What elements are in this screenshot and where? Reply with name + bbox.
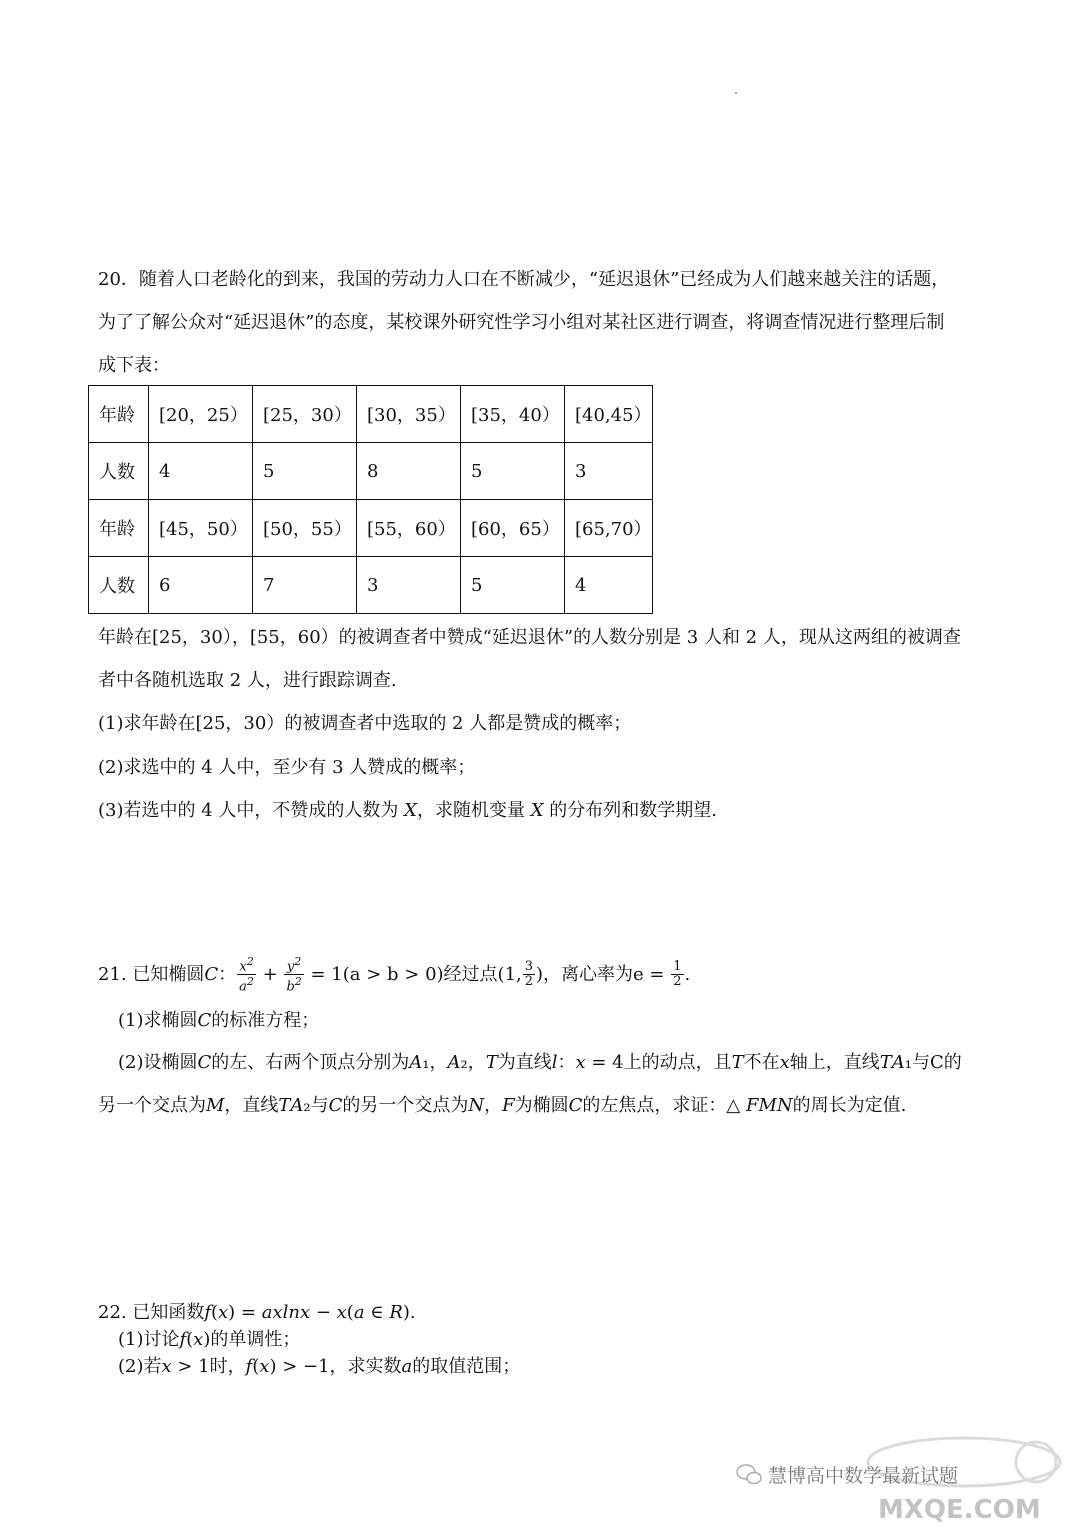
table-cell: [20，25） [149,386,253,443]
q21-part-2-line-1: (2)设椭圆𝐶的左、右两个顶点分别为𝐴₁，𝐴₂，𝑇为直线𝑙：𝑥 = 4上的动点，且𝑇不在𝑥轴上，直线𝑇𝐴₁与C的 [118,1052,962,1073]
text-span: ，求随机变量 [416,800,531,821]
variable-x: X [530,800,544,821]
q20-line-1: 20．随着人口老龄化的到来，我国的劳动力人口在不断减少，“延迟退休”已经成为人们越来越关注的话题， [98,269,950,290]
numerator: 1 [673,959,682,975]
fraction-1-2 [671,960,683,989]
speck [735,92,737,94]
text-span: ： [218,963,237,985]
q20-part-3 [98,798,717,824]
table-cell: 人数 [89,443,149,500]
table-cell: [65,70） [565,500,653,557]
watermark-site: MXQE.COM [878,1495,1041,1524]
denominator: b [286,979,295,995]
text-span: 21. 已知椭圆 [98,963,205,985]
denominator: a [239,979,247,995]
wechat-icon [737,1465,761,1484]
table-cell: 年龄 [89,386,149,443]
table-cell: [60，65） [461,500,565,557]
fraction-x2-a2: $\frac{x^2}{a^2}$ [239,955,254,995]
text-span: = 1(a > b > 0)经过点(1, [304,963,522,985]
table-cell: 5 [461,557,565,614]
table-cell: [35，40） [461,386,565,443]
table-cell: 7 [253,557,357,614]
variable-c: C [197,1010,212,1031]
table-row [89,500,653,557]
q21-part-2-line-2: 另一个交点为𝑀，直线𝑇𝐴₂与𝐶的另一个交点为𝑁，𝐹为椭圆𝐶的左焦点，求证：△ 𝐹𝑀𝑁的周长为定值. [98,1095,907,1116]
q22-part-1: (1)讨论𝑓(𝑥)的单调性； [118,1329,301,1350]
text-span: (3)若选中的 4 人中，不赞成的人数为 [98,800,405,821]
q20-part-1: (1)求年龄在[25，30）的被调查者中选取的 2 人都是赞成的概率； [98,713,632,734]
table-cell: 8 [357,443,461,500]
table-cell: 3 [565,443,653,500]
variable-x: X [404,800,417,821]
table-cell: 4 [149,443,253,500]
table-cell: 人数 [89,557,149,614]
watermark-account: 慧博高中数学最新试题 [768,1465,959,1487]
table-cell: [45，50） [149,500,253,557]
watermark-graphic [736,1432,1076,1524]
text-span: . [684,963,691,985]
variable-c: C [204,963,219,985]
numerator: x [239,959,247,975]
q22-stem: 22. 已知函数𝑓(𝑥) = 𝑎𝑥𝑙𝑛𝑥 − 𝑥(𝑎 ∈ 𝑅). [98,1302,416,1323]
table-cell: 年龄 [89,500,149,557]
age-count-table [88,385,653,614]
fraction-y2-b2: $\frac{y^2}{b^2}$ [286,955,302,995]
table-row [89,386,653,443]
table-cell: [25，30） [253,386,357,443]
table-cell: [40,45） [565,386,653,443]
watermark [736,1432,1076,1524]
table-cell: 5 [461,443,565,500]
table-cell: [30，35） [357,386,461,443]
text-span: (1)求椭圆 [118,1010,198,1031]
text-span: 的分布列和数学期望. [543,800,717,821]
table-row [89,443,653,500]
text-span: )，离心率为e = [536,963,671,985]
table-cell: 3 [357,557,461,614]
table-cell: 4 [565,557,653,614]
numerator: 3 [524,959,534,975]
q20-part-2: (2)求选中的 4 人中，至少有 3 人赞成的概率； [98,757,476,778]
numerator: y [286,959,295,975]
text-span: 的标准方程； [211,1010,320,1031]
denominator: 2 [524,974,534,990]
table-cell: [55，60） [357,500,461,557]
q20-after-1: 年龄在[25，30），[55，60）的被调查者中赞成“延迟退休”的人数分别是 3 人和 2 人，现从这两组的被调查 [98,627,961,648]
table-row [89,557,653,614]
q20-line-3: 成下表： [98,355,170,376]
q20-after-2: 者中各随机选取 2 人，进行跟踪调查. [98,670,397,691]
table-cell: [50，55） [253,500,357,557]
q22-part-2: (2)若𝑥 > 1时，𝑓(𝑥) > −1，求实数𝑎的取值范围； [118,1356,521,1377]
table-cell: 6 [149,557,253,614]
denominator: 2 [673,974,682,990]
fraction-3-2 [523,960,535,989]
table-cell: 5 [253,443,357,500]
q21-part-1 [118,1008,319,1034]
q20-line-2: 为了了解公众对“延迟退休”的态度，某校课外研究性学习小组对某社区进行调查，将调查情况进行整理后制 [98,312,945,333]
q21-stem: 21. 已知椭圆C： $\frac{x^2}{a^2}$ + $\frac{y^2}{b^2}$ = 1(a > b > 0)经过点(1, $\frac{3}{2}$ )，离心率为e = $\frac{1}{2}$ . [98,955,691,995]
